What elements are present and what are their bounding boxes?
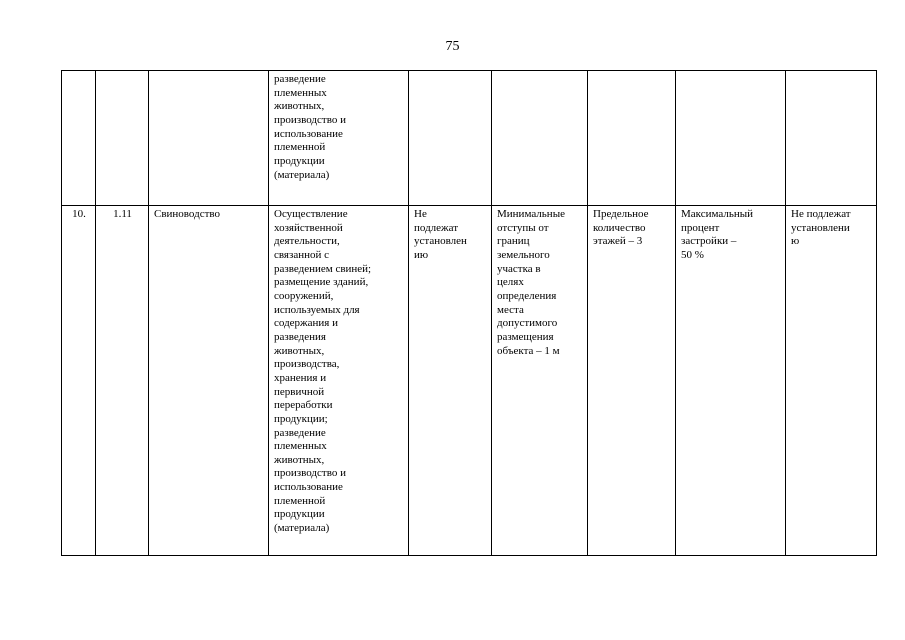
cell-text-line: Минимальные [497,208,565,220]
cell-text: 1.11 [113,208,132,220]
other-params-cell [786,71,877,206]
cell-text-line: сооружений, [274,289,334,302]
zoning-table [61,70,877,556]
cell-text-line: разведение [274,426,326,439]
table-row [62,206,877,556]
row-number-cell [62,71,96,206]
cell-text-line: продукции [274,508,325,521]
table-row [62,71,877,206]
cell-text-line: продукции; [274,412,328,425]
cell-text-line: животных, [274,344,325,357]
cell-text-line: определения [497,289,557,302]
cell-text-line: разведение [274,73,326,85]
use-code-cell [96,71,149,206]
use-code-cell [96,206,149,556]
max-floors-cell [588,71,676,206]
cell-text-line: объекта – 1 м [497,344,560,357]
use-name-cell [149,206,269,556]
cell-text-line: животных, [274,453,325,466]
cell-text-line: ию [414,248,429,261]
cell-text-line: допустимого [497,317,558,330]
cell-text: 10. [72,208,86,220]
cell-text-line: (материала) [274,168,330,181]
cell-text-line: племенных [274,86,327,99]
cell-text-line: разведением свиней; [274,262,372,275]
cell-text-line: производство и [274,113,346,126]
cell-text-line: подлежат [414,221,459,234]
cell-text-line: используемых для [274,303,360,316]
cell-text-line: хранения и [274,371,327,384]
cell-text-line: производство и [274,467,346,480]
cell-text-line: установлен [414,235,467,248]
cell-text-line: отступы от [497,221,549,234]
cell-text-line: содержания и [274,317,338,330]
cell-text-line: Не [414,208,427,220]
cell-text-line: использование [274,127,343,140]
cell-text-line: Предельное [593,208,649,220]
min-setback-cell [492,71,588,206]
row-number-cell [62,206,96,556]
cell-text-line: количество [593,221,646,234]
cell-text-line: переработки [274,399,333,412]
use-name-cell [149,71,269,206]
cell-text-line: производства, [274,358,340,371]
cell-text-line: первичной [274,385,325,398]
min-max-area-cell [409,71,492,206]
min-max-area-cell [409,206,492,556]
cell-text-line: этажей – 3 [593,235,643,248]
cell-text-line: хозяйственной [274,221,343,234]
min-setback-cell [492,206,588,556]
cell-text-line: племенной [274,494,326,507]
cell-text-line: животных, [274,100,325,113]
cell-text-line: размещения [497,330,554,343]
use-description-cell [269,71,409,206]
cell-text-line: Не подлежат [791,208,851,220]
use-description-cell [269,206,409,556]
cell-text-line: участка в [497,262,541,275]
cell-text-line: Максимальный [681,208,754,220]
table-body [62,71,877,556]
other-params-cell [786,206,877,556]
max-coverage-cell [676,71,786,206]
cell-text-line: процент [681,221,720,234]
cell-text-line: установлени [791,221,850,234]
cell-text-line: использование [274,481,343,494]
cell-text-line: места [497,303,524,316]
cell-text-line: целях [497,276,524,289]
cell-text-line: деятельности, [274,235,340,248]
cell-text-line: племенных [274,440,327,453]
cell-text-line: застройки – [681,235,737,248]
cell-text-line: границ [497,235,530,248]
cell-text-line: Осуществление [274,208,348,220]
cell-text-line: размещение зданий, [274,276,369,289]
cell-text-line: племенной [274,141,326,154]
page-number: 75 [445,39,460,54]
max-floors-cell [588,206,676,556]
cell-text-line: земельного [497,248,550,261]
cell-text-line: связанной с [274,248,330,261]
cell-text-line: ю [791,235,800,248]
cell-text: Свиноводство [154,208,221,220]
cell-text-line: разведения [274,330,326,343]
cell-text-line: (материала) [274,522,330,535]
cell-text-line: 50 % [681,248,704,261]
cell-text-line: продукции [274,154,325,167]
max-coverage-cell [676,206,786,556]
